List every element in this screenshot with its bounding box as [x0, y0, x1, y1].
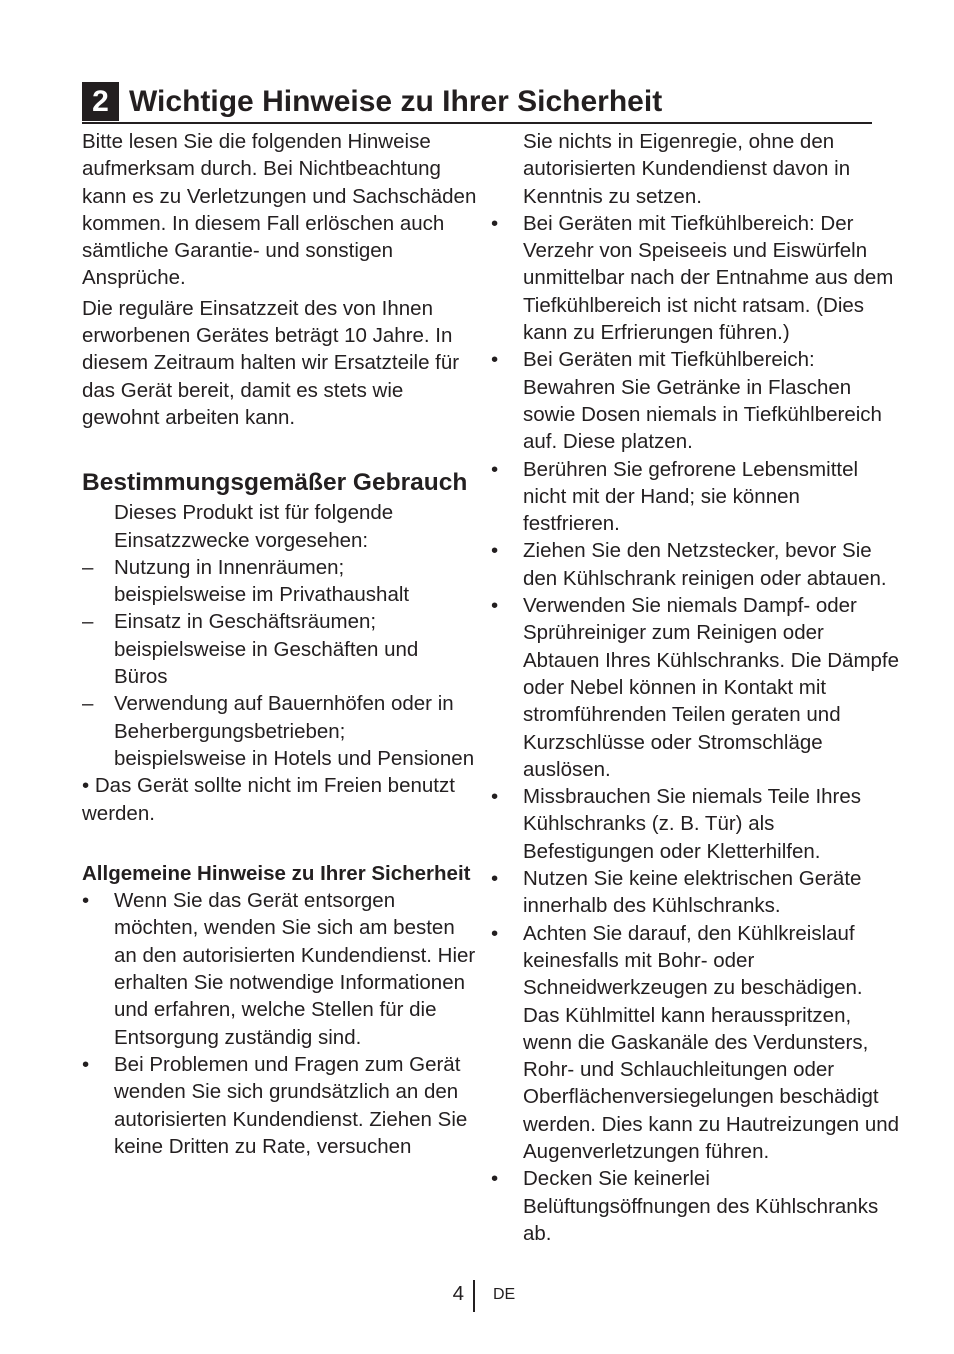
page-footer [0, 1280, 954, 1312]
intended-use-list [82, 554, 477, 772]
list-item: • Verwenden Sie niemals Dampf- oder Sprühreiniger zum Reinigen oder Abtauen Ihres Kühlschranks. Die Dämpfe oder Nebel können in Kontakt mit stromführenden Teilen geraten und Kurzschlüsse oder Stromschläge auslösen. [491, 594, 900, 781]
continued-text: Sie nichts in Eigenregie, ohne den autorisierten Kundendienst davon in Kenntnis zu setzen. [523, 130, 851, 208]
chapter-title: Wichtige Hinweise zu Ihrer Sicherheit [129, 85, 663, 118]
service-life-paragraph: Die reguläre Einsatzzeit des von Ihnen erworbenen Gerätes beträgt 10 Jahre. In diesem Zeitraum halten wir Ersatzteile für das Gerät bereit, damit es stets wie gewohnt arbeiten kann. [82, 296, 460, 429]
safety-instructions-list [491, 210, 901, 1247]
bullet-marker: • [82, 889, 90, 913]
list-item: • Missbrauchen Sie niemals Teile Ihres Kühlschranks (z. B. Tür) als Befestigungen oder Kletterhilfen. [491, 785, 862, 863]
general-safety-list [82, 887, 477, 1160]
list-item: • Wenn Sie das Gerät entsorgen möchten, wenden Sie sich am besten an den autorisierten Kundendienst. Hier erhalten Sie notwendige Informationen und erfahren, welche Stellen für die Entsorgung zuständig sind. [82, 889, 476, 1049]
bullet-marker: • [491, 348, 499, 372]
list-item: • Bei Geräten mit Tiefkühlbereich: Bewahren Sie Getränke in Flaschen sowie Dosen niemals in Tiefkühlbereich auf. Diese platzen. [491, 348, 882, 454]
sub-heading-general-safety: Allgemeine Hinweise zu Ihrer Sicherheit [82, 861, 471, 885]
section-heading-intended-use: Bestimmungsgemäßer Gebrauch [82, 469, 468, 497]
language-code: DE [493, 1286, 516, 1303]
bullet-marker: • [491, 594, 499, 618]
list-item: – Einsatz in Geschäftsräumen; beispielsweise in Geschäften und Büros [82, 610, 419, 689]
dash-marker: – [82, 692, 94, 716]
intro-paragraph: Bitte lesen Sie die folgenden Hinweise aufmerksam durch. Bei Nichtbeachtung kann es zu Verletzungen und Sachschäden kommen. In diesem Fall erlöschen auch sämtliche Garantie- und sonstigen Ansprüche. [82, 130, 477, 290]
bullet-marker: • [491, 1167, 499, 1191]
bullet-marker: • [82, 1052, 90, 1076]
list-item: – Nutzung in Innenräumen; beispielsweise im Privathaushalt [82, 555, 410, 607]
dash-marker: – [82, 555, 94, 579]
list-item: – Verwendung auf Bauernhöfen oder in Beherbergungsbetrieben; beispielsweise in Hotels und Pensionen [82, 692, 475, 770]
list-item: • Berühren Sie gefrorene Lebensmittel nicht mit der Hand; sie können festfrieren. [491, 457, 859, 536]
intended-use-intro: Dieses Produkt ist für folgende Einsatzzwecke vorgesehen: [114, 501, 394, 552]
list-item: • Achten Sie darauf, den Kühlkreislauf keinesfalls mit Bohr- oder Schneidwerkzeugen zu beschädigen. Das Kühlmittel kann herausspritzen, wenn die Gaskanäle des Verdunsters, Rohr- und Schlauchleitungen oder Oberflächenversiegelungen beschädigt werden. Dies kann zu Hautreizungen und Augenverletzungen führen. [491, 921, 900, 1163]
bullet-marker: • [491, 921, 499, 945]
page-number: 4 [452, 1282, 464, 1305]
dash-marker: – [82, 610, 94, 634]
list-item: • Nutzen Sie keine elektrischen Geräte innerhalb des Kühlschranks. [491, 867, 862, 918]
bullet-marker: • [491, 211, 499, 235]
bullet-marker: • [491, 457, 499, 481]
bullet-marker: • [491, 785, 499, 809]
list-item: • Decken Sie keinerlei Belüftungsöffnungen des Kühlschranks ab. [491, 1167, 879, 1245]
footer-divider [473, 1280, 475, 1312]
left-column [82, 128, 477, 1160]
chapter-number: 2 [82, 82, 119, 121]
list-item: • Bei Geräten mit Tiefkühlbereich: Der Verzehr von Speiseeis und Eiswürfeln unmittelbar nach der Entnahme aus dem Tiefkühlbereich ist nicht ratsam. (Dies kann zu Erfrierungen führen.) [491, 211, 894, 345]
list-item: • Ziehen Sie den Netzstecker, bevor Sie den Kühlschrank reinigen oder abtauen. [491, 539, 887, 590]
chapter-header [82, 82, 872, 124]
bullet-marker: • [491, 539, 499, 563]
bullet-marker: • [491, 867, 499, 891]
list-item: • Bei Problemen und Fragen zum Gerät wenden Sie sich grundsätzlich an den autorisierten Kundendienst. Ziehen Sie keine Dritten zu Rate, versuchen [82, 1052, 468, 1158]
outdoor-note: • Das Gerät sollte nicht im Freien benutzt werden. [82, 774, 455, 825]
right-column [491, 128, 901, 1247]
